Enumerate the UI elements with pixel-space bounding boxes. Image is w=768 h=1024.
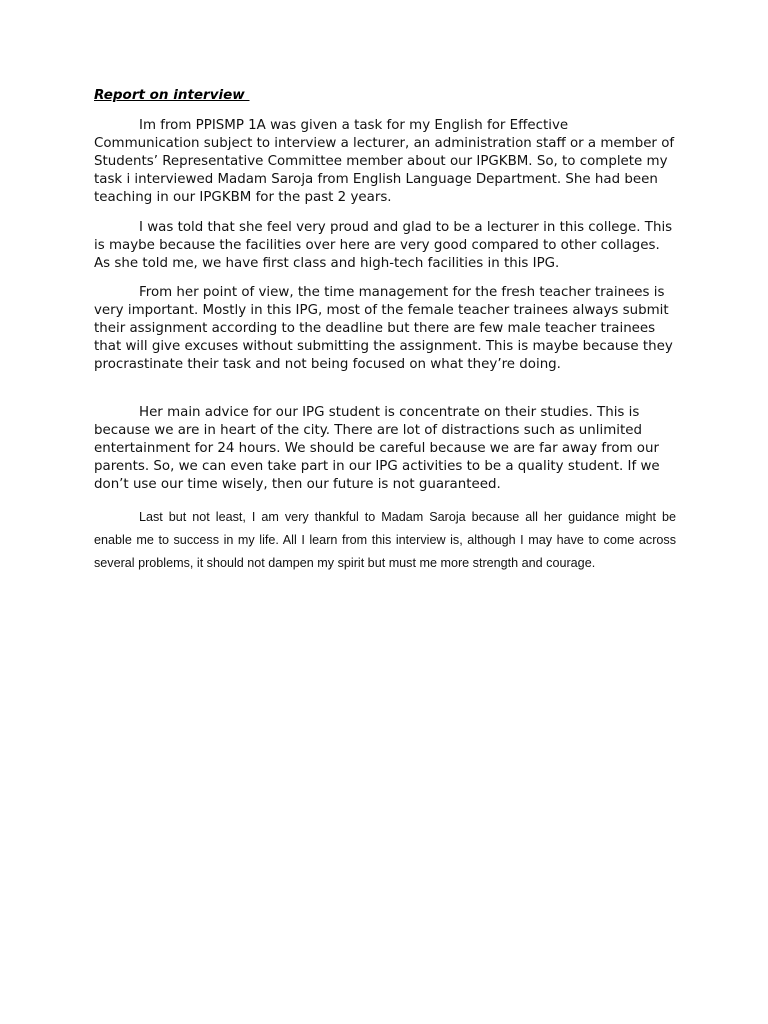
paragraph-introduction: Im from PPISMP 1A was given a task for my English for Effective Communication subject to interview a lecturer, an administration staff or a member of Students’ Representative Committee member about our IPGKBM. So, to complete my task i interviewed Madam Saroja from English Language Department. She had been teaching in our IPGKBM for the past 2 years. <box>94 118 675 205</box>
paragraph-feelings: I was told that she feel very proud and glad to be a lecturer in this college. This is maybe because the facilities over here are very good compared to other collages. As she told me, we have first class and high-tech facilities in this IPG. <box>94 220 673 271</box>
paragraph-conclusion: Last but not least, I am very thankful to Madam Saroja because all her guidance might be enable me to success in my life. All I learn from this interview is, although I may have to come across several problems, it should not dampen my spirit but must me more strength and courage. <box>94 510 676 570</box>
paragraph-time-management: From her point of view, the time management for the fresh teacher trainees is very important. Mostly in this IPG, most of the female teacher trainees always submit their assignment according to the deadline but there are few male teacher trainees that will give excuses without submitting the assignment. This is maybe because they procrastinate their task and not being focused on what they’re doing. <box>94 285 673 372</box>
report-title: Report on interview <box>94 87 250 103</box>
paragraph-advice: Her main advice for our IPG student is concentrate on their studies. This is because we are in heart of the city. There are lot of distractions such as unlimited entertainment for 24 hours. We should be careful because we are far away from our parents. So, we can even take part in our IPG activities to be a quality student. If we don’t use our time wisely, then our future is not guaranteed. <box>94 405 660 492</box>
